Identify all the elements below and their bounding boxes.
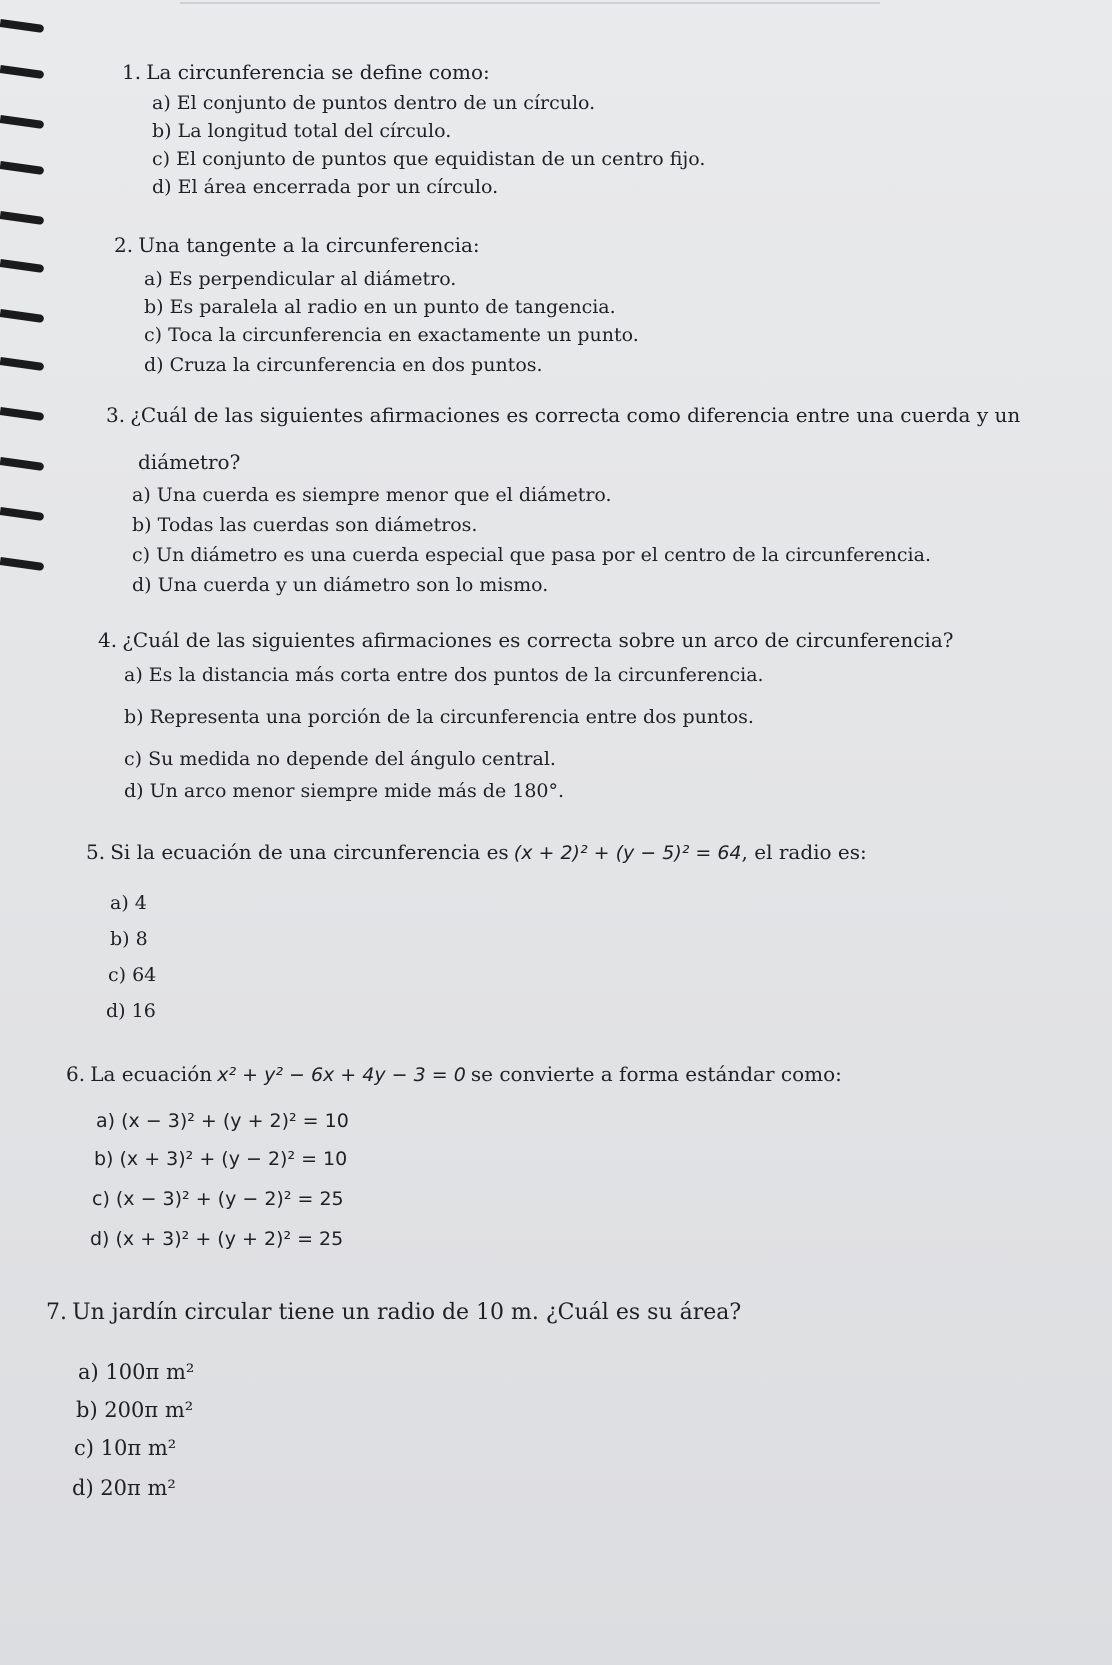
option-a: a) Es perpendicular al diámetro. <box>144 268 457 290</box>
option-a: a) 100π m² <box>78 1360 195 1384</box>
question-text: ¿Cuál de las siguientes afirmaciones es correcta como diferencia entre una cuerda y un <box>130 403 1021 427</box>
option-c: c) Un diámetro es una cuerda especial que pasa por el centro de la circunferencia. <box>132 544 932 566</box>
question-number: 3. <box>106 403 126 427</box>
binding-ring <box>0 457 44 471</box>
option-c: c) 10π m² <box>74 1436 177 1460</box>
page-edge <box>180 2 880 4</box>
option-b: b) Representa una porción de la circunferencia entre dos puntos. <box>124 706 754 728</box>
option-a: a) (x − 3)² + (y + 2)² = 10 <box>96 1110 349 1132</box>
equation: x² + y² − 6x + 4y − 3 = 0 <box>217 1064 466 1086</box>
binding-ring <box>0 357 44 371</box>
binding-ring <box>0 211 44 225</box>
notebook-binding <box>0 0 50 1500</box>
question-text: La ecuación <box>90 1062 213 1086</box>
option-a: a) El conjunto de puntos dentro de un círculo. <box>152 92 596 114</box>
question-6 <box>66 1062 842 1086</box>
question-text: ¿Cuál de las siguientes afirmaciones es correcta sobre un arco de circunferencia? <box>122 628 954 652</box>
option-d: d) El área encerrada por un círculo. <box>152 176 499 198</box>
option-d: d) Cruza la circunferencia en dos puntos. <box>144 354 543 376</box>
question-text-end: se convierte a forma estándar como: <box>470 1062 842 1086</box>
binding-ring <box>0 557 44 571</box>
option-b: b) Es paralela al radio en un punto de tangencia. <box>144 296 616 318</box>
option-b: b) Todas las cuerdas son diámetros. <box>132 514 478 536</box>
question-text: Un jardín circular tiene un radio de 10 m. ¿Cuál es su área? <box>72 1300 742 1325</box>
question-text: Si la ecuación de una circunferencia es <box>110 840 509 864</box>
question-text: Una tangente a la circunferencia: <box>138 233 480 257</box>
option-b: b) 8 <box>110 928 148 950</box>
question-number: 5. <box>86 840 106 864</box>
option-c: c) Su medida no depende del ángulo central. <box>124 748 556 770</box>
binding-ring <box>0 115 44 129</box>
question-text-continued: diámetro? <box>138 450 241 474</box>
option-c: c) (x − 3)² + (y − 2)² = 25 <box>92 1188 344 1210</box>
question-text: La circunferencia se define como: <box>146 60 490 84</box>
option-d: d) 16 <box>106 1000 156 1022</box>
option-c: c) Toca la circunferencia en exactamente un punto. <box>144 324 639 346</box>
question-number: 6. <box>66 1062 86 1086</box>
question-number: 2. <box>114 233 134 257</box>
option-a: a) Una cuerda es siempre menor que el diámetro. <box>132 484 612 506</box>
binding-ring <box>0 309 44 323</box>
question-3 <box>106 403 1020 427</box>
option-c: c) El conjunto de puntos que equidistan de un centro fijo. <box>152 148 706 170</box>
question-number: 4. <box>98 628 118 652</box>
binding-ring <box>0 259 44 273</box>
option-b: b) (x + 3)² + (y − 2)² = 10 <box>94 1148 348 1170</box>
question-1 <box>122 60 490 84</box>
binding-ring <box>0 65 44 79</box>
option-d: d) Un arco menor siempre mide más de 180°. <box>124 780 565 802</box>
binding-ring <box>0 19 44 33</box>
option-b: b) La longitud total del círculo. <box>152 120 452 142</box>
binding-ring <box>0 407 44 421</box>
equation: (x + 2)² + (y − 5)² = 64 <box>513 842 742 864</box>
option-b: b) 200π m² <box>76 1398 194 1422</box>
question-number: 1. <box>122 60 142 84</box>
option-d: d) 20π m² <box>72 1476 176 1500</box>
question-5 <box>86 840 867 864</box>
question-number: 7. <box>46 1300 67 1325</box>
option-d: d) Una cuerda y un diámetro son lo mismo. <box>132 574 549 596</box>
question-text-end: , el radio es: <box>741 840 867 864</box>
question-4 <box>98 628 953 652</box>
option-a: a) Es la distancia más corta entre dos puntos de la circunferencia. <box>124 664 764 686</box>
question-2 <box>114 233 480 257</box>
question-7 <box>46 1300 741 1325</box>
binding-ring <box>0 507 44 521</box>
option-d: d) (x + 3)² + (y + 2)² = 25 <box>90 1228 344 1250</box>
option-a: a) 4 <box>110 892 147 914</box>
option-c: c) 64 <box>108 964 157 986</box>
binding-ring <box>0 161 44 175</box>
